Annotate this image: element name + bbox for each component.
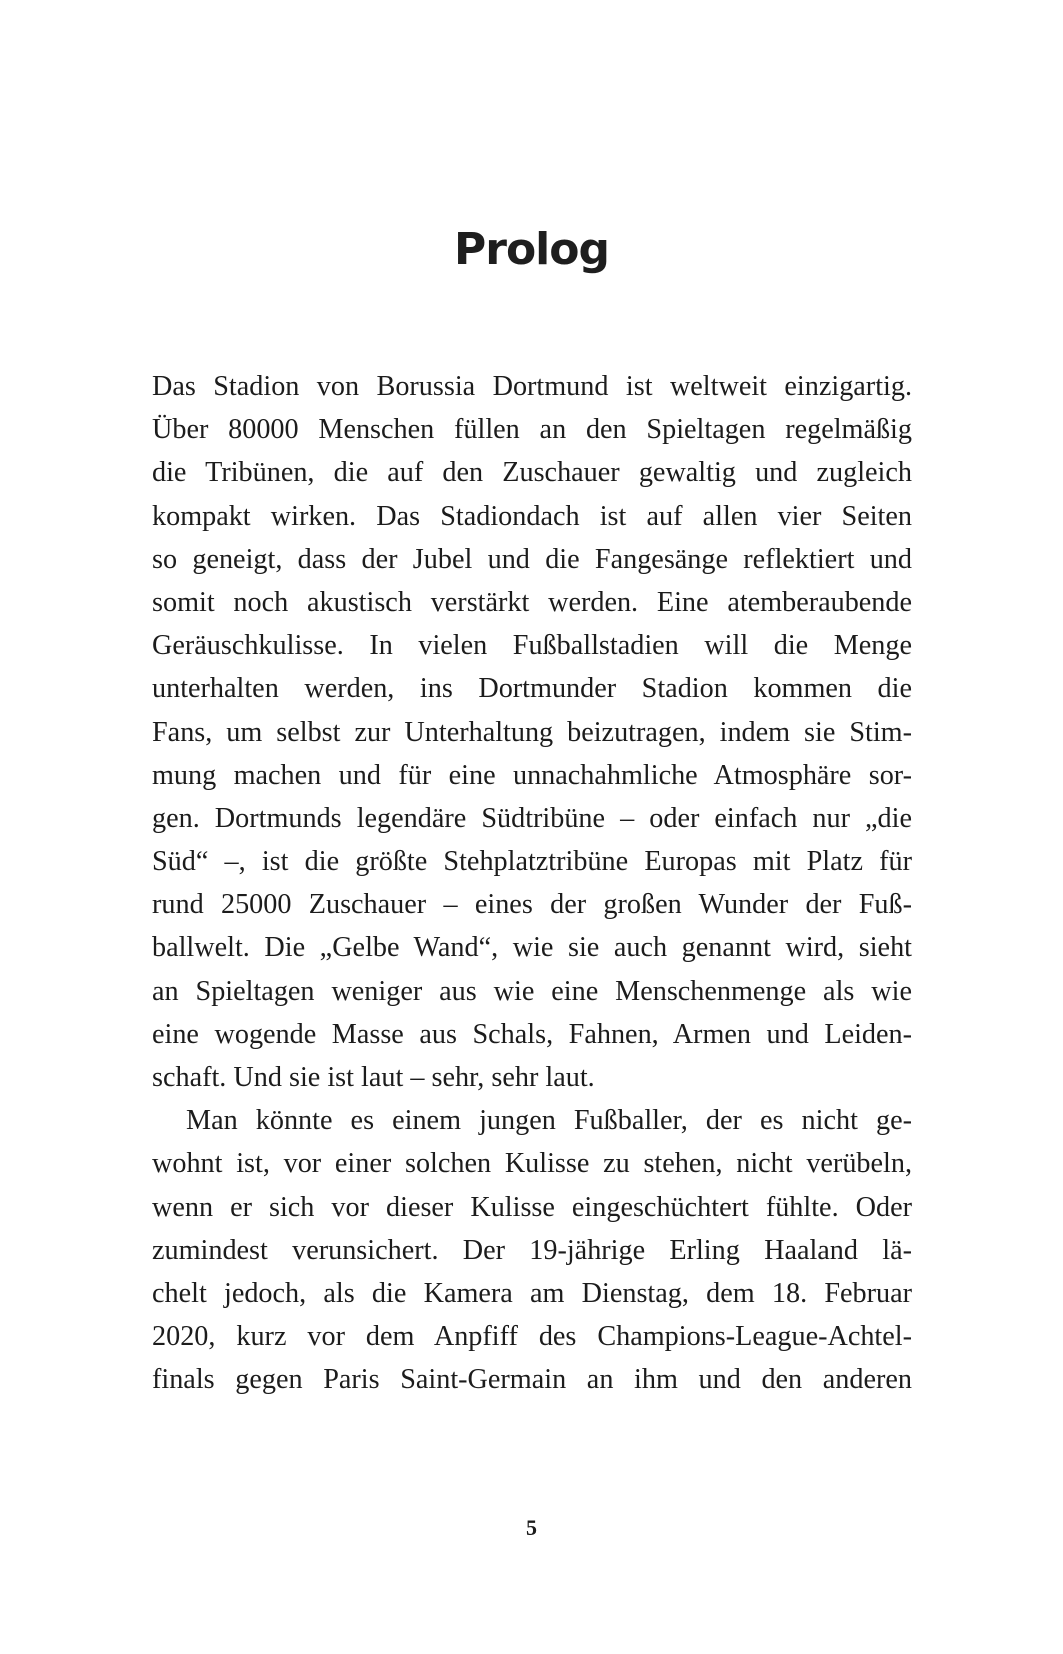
text-line: Das Stadion von Borussia Dortmund ist weltweit einzigartig. xyxy=(152,371,912,402)
text-line: Süd“ –, ist die größte Stehplatztribüne Europas mit Platz für xyxy=(152,846,912,878)
paragraph-1 xyxy=(152,365,912,1099)
text-line: rund 25000 Zuschauer – eines der großen Wunder der Fuß- xyxy=(152,889,912,921)
text-line: somit noch akustisch verstärkt werden. Eine atemberaubende xyxy=(152,586,912,618)
text-line: eine wogende Masse aus Schals, Fahnen, Armen und Leiden- xyxy=(152,1018,912,1050)
text-line: Man könnte es einem jungen Fußballer, der es nicht ge- xyxy=(186,1105,912,1137)
text-line: 2020, kurz vor dem Anpfiff des Champions-League-Achtel- xyxy=(152,1321,912,1353)
text-line: Fans, um selbst zur Unterhaltung beizutragen, indem sie Stim- xyxy=(152,716,912,748)
text-line: mung machen und für eine unnachahmliche Atmosphäre sor- xyxy=(152,759,912,791)
body-text xyxy=(152,365,912,1402)
text-line: wenn er sich vor dieser Kulisse eingeschüchtert fühlte. Oder xyxy=(152,1191,912,1223)
text-line: Geräuschkulisse. In vielen Fußballstadien will die Menge xyxy=(152,630,912,662)
text-line: finals gegen Paris Saint-Germain an ihm und den anderen xyxy=(152,1364,912,1396)
text-line: gen. Dortmunds legendäre Südtribüne – oder einfach nur „die xyxy=(152,802,912,834)
text-line: kompakt wirken. Das Stadiondach ist auf allen vier Seiten xyxy=(152,500,912,532)
text-line: schaft. Und sie ist laut – sehr, sehr laut. xyxy=(152,1062,595,1093)
paragraph-2 xyxy=(152,1099,912,1401)
text-line: wohnt ist, vor einer solchen Kulisse zu stehen, nicht verübeln, xyxy=(152,1148,912,1180)
chapter-title: Prolog xyxy=(454,224,609,275)
text-line: ballwelt. Die „Gelbe Wand“, wie sie auch genannt wird, sieht xyxy=(152,932,912,964)
text-line: Über 80000 Menschen füllen an den Spieltagen regelmäßig xyxy=(152,414,912,446)
page-number: 5 xyxy=(526,1515,537,1540)
text-line: unterhalten werden, ins Dortmunder Stadion kommen die xyxy=(152,673,912,705)
text-line: zumindest verunsichert. Der 19-jährige Erling Haaland lä- xyxy=(152,1234,912,1266)
text-line: an Spieltagen weniger aus wie eine Menschenmenge als wie xyxy=(152,975,912,1007)
text-line: chelt jedoch, als die Kamera am Dienstag, dem 18. Februar xyxy=(152,1277,912,1309)
text-line: die Tribünen, die auf den Zuschauer gewaltig und zugleich xyxy=(152,457,912,489)
text-line: so geneigt, dass der Jubel und die Fangesänge reflektiert und xyxy=(152,543,912,575)
